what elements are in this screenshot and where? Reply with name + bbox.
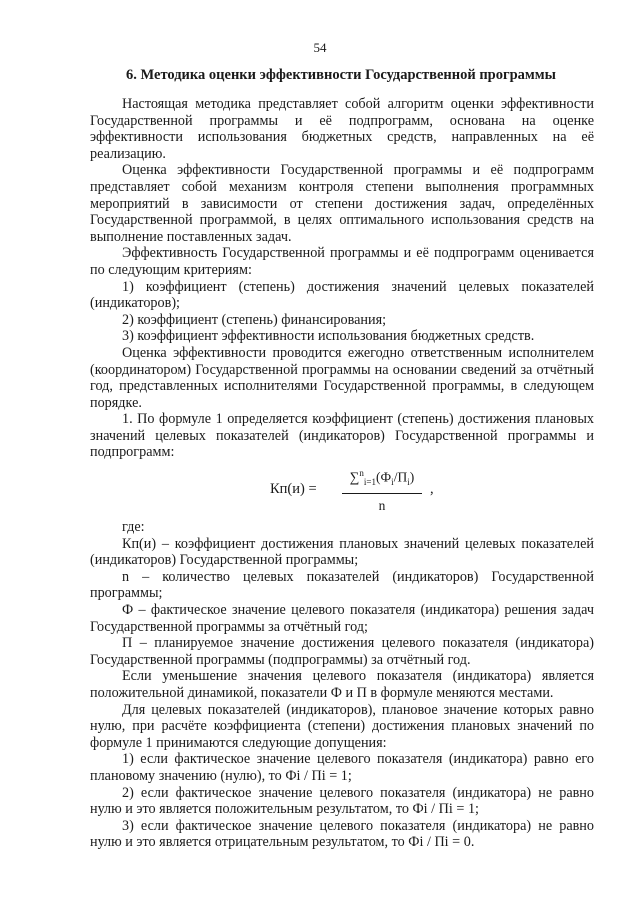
formula-comma: ,: [430, 481, 434, 498]
paragraph: Если уменьшение значения целевого показателя (индикатора) является положительной динамикой, показатели Ф и П в формуле меняются местами.: [90, 668, 594, 701]
formula-1: [90, 465, 594, 519]
list-item: 3) если фактическое значение целевого показателя (индикатора) не равно нулю и это является отрицательным результатом, то Фi / Пi = 0.: [90, 817, 594, 851]
section-heading: 6. Методика оценки эффективности Государственной программы: [126, 67, 556, 83]
paragraph: 1. По формуле 1 определяется коэффициент (степень) достижения плановых значений целевых показателей (индикаторов) Государственной программы и подпрограмм:: [90, 411, 594, 461]
formula-numerator: $\sum^n_{i=1}(Ф_i/П_i)$: [342, 465, 422, 494]
page-number: 54: [313, 40, 327, 55]
sum-symbol: ∑$^n_{i=1}$: [349, 468, 376, 488]
paragraph: Оценка эффективности Государственной программы и её подпрограмм представляет собой механизм контроля степени выполнения программных мероприятий в зависимости от степени достижения задач, определённых Государственной программой, в целях оптимального использования средств на выполнение поставленных задач.: [90, 162, 594, 245]
formula-denominator: n: [378, 497, 386, 513]
definition-item: П – планируемое значение достижения целевого показателя (индикатора) Государственной программы (подпрограммы) за отчётный год.: [90, 635, 594, 668]
definition-item: Кп(и) – коэффициент достижения плановых значений целевых показателей (индикаторов) Государственной программы;: [90, 535, 594, 569]
list-item: 2) если фактическое значение целевого показателя (индикатора) не равно нулю и это является положительным результатом, то Фi / Пi = 1;: [90, 784, 594, 818]
list-item: 1) коэффициент (степень) достижения значений целевых показателей (индикаторов);: [90, 278, 594, 312]
definition-item: n – количество целевых показателей (индикаторов) Государственной программы;: [90, 568, 594, 602]
list-item: 3) коэффициент эффективности использования бюджетных средств.: [122, 328, 535, 345]
paragraph: Для целевых показателей (индикаторов), плановое значение которых равно нулю, при расчёте коэффициента (степени) достижения плановых значений по формуле 1 принимаются следующие допущения:: [90, 701, 594, 751]
list-item: 2) коэффициент (степень) финансирования;: [122, 311, 387, 328]
definition-item: Ф – фактическое значение целевого показателя (индикатора) решения задач Государственной программы за отчётный год;: [90, 602, 594, 635]
paragraph: Эффективность Государственной программы и её подпрограмм оценивается по следующим критериям:: [90, 245, 594, 278]
paragraph: Оценка эффективности проводится ежегодно ответственным исполнителем (координатором) Государственной программы на основании сведений за отчётный год, представленных исполнителями Государственной программы, в следующем порядке.: [90, 344, 594, 411]
list-item: 1) если фактическое значение целевого показателя (индикатора) равно его плановому значению (нулю), то Фi / Пi = 1;: [90, 751, 594, 784]
body-text: [90, 96, 594, 851]
formula-fraction: [342, 465, 422, 514]
paragraph: где:: [122, 519, 145, 536]
paragraph: Настоящая методика представляет собой алгоритм оценки эффективности Государственной программы и её подпрограмм, основана на оценке эффективности использования бюджетных средств, направленных на её реализацию.: [90, 96, 594, 162]
formula-lhs: Кп(и) =: [270, 481, 317, 498]
